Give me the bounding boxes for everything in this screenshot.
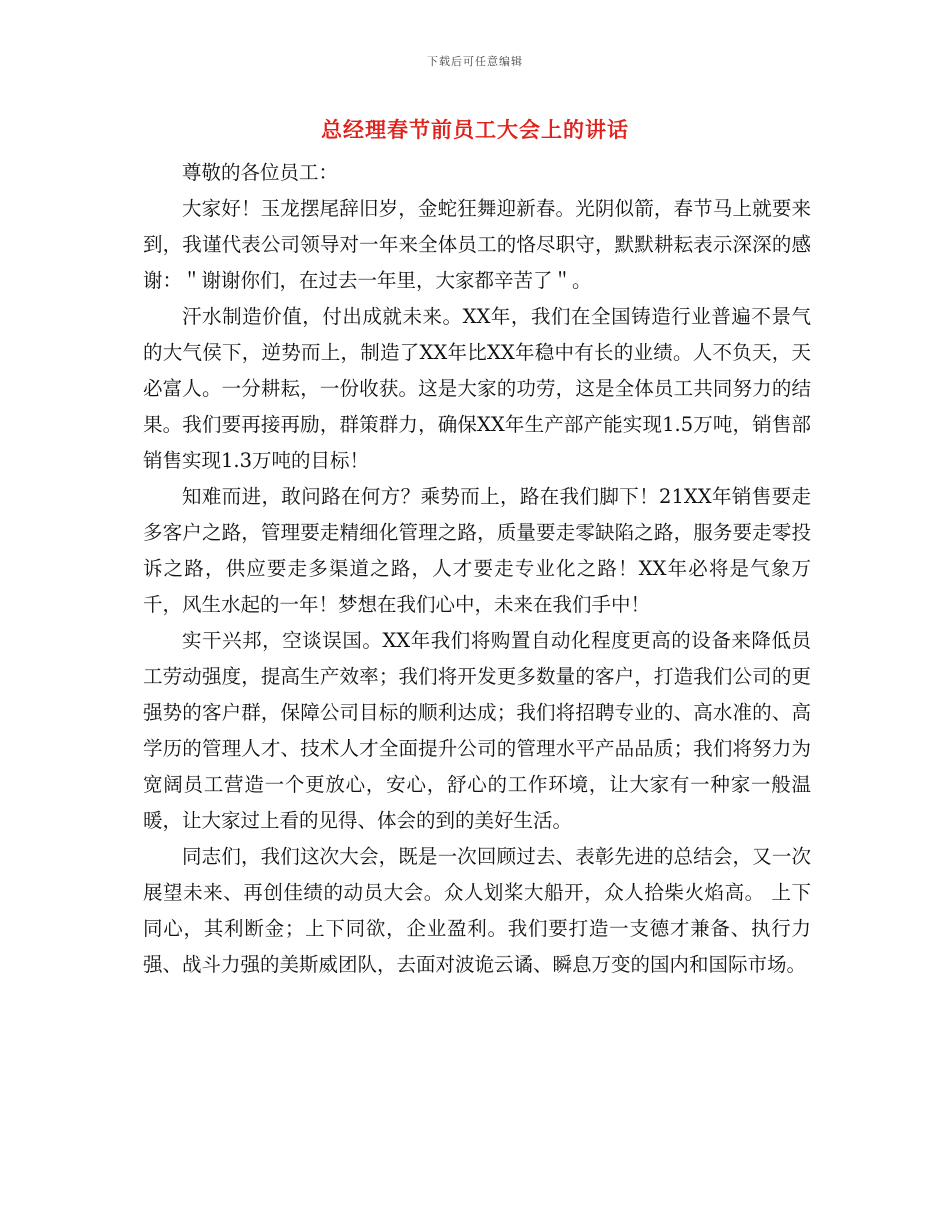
page-header: 下载后可任意编辑 bbox=[427, 55, 523, 68]
document-body bbox=[143, 155, 811, 983]
document-title: 总经理春节前员工大会上的讲话 bbox=[321, 117, 629, 142]
body-paragraph: 汗水制造价值，付出成就未来。XX年，我们在全国铸造行业普遍不景气的大气侯下，逆势而上，制造了XX年比XX年稳中有长的业绩。人不负天，天必富人。一分耕耘，一份收获。这是大家的功劳，这是全体员工共同努力的结果。我们要再接再励，群策群力，确保XX年生产部产能实现1.5万吨，销售部销售实现1.3万吨的目标！ bbox=[143, 305, 811, 472]
body-paragraph: 同志们，我们这次大会，既是一次回顾过去、表彰先进的总结会，又一次展望未来、再创佳绩的动员大会。众人划桨大船开，众人拾柴火焰高。 上下同心，其利断金；上下同欲，企业盈利。我们要打造一支德才兼备、执行力强、战斗力强的美斯威团队，去面对波诡云谲、瞬息万变的国内和国际市场。 bbox=[143, 845, 811, 976]
body-paragraph: 知难而进，敢问路在何方？乘势而上，路在我们脚下！21XX年销售要走多客户之路，管理要走精细化管理之路，质量要走零缺陷之路，服务要走零投诉之路，供应要走多渠道之路，人才要走专业化之路！XX年必将是气象万千，风生水起的一年！梦想在我们心中，未来在我们手中！ bbox=[143, 485, 811, 616]
salutation-paragraph: 尊敬的各位员工： bbox=[182, 161, 339, 184]
body-paragraph: 实干兴邦，空谈误国。XX年我们将购置自动化程度更高的设备来降低员工劳动强度，提高生产效率；我们将开发更多数量的客户，打造我们公司的更强势的客户群，保障公司目标的顺利达成；我们将招聘专业的、高水准的、高学历的管理人才、技术人才全面提升公司的管理水平产品品质；我们将努力为宽阔员工营造一个更放心，安心，舒心的工作环境，让大家有一种家一般温暖，让大家过上看的见得、体会的到的美好生活。 bbox=[143, 629, 811, 832]
body-paragraph: 大家好！玉龙摆尾辞旧岁，金蛇狂舞迎新春。光阴似箭，春节马上就要来到，我谨代表公司领导对一年来全体员工的恪尽职守，默默耕耘表示深深的感谢：＂谢谢你们，在过去一年里，大家都辛苦了＂。 bbox=[143, 197, 811, 292]
